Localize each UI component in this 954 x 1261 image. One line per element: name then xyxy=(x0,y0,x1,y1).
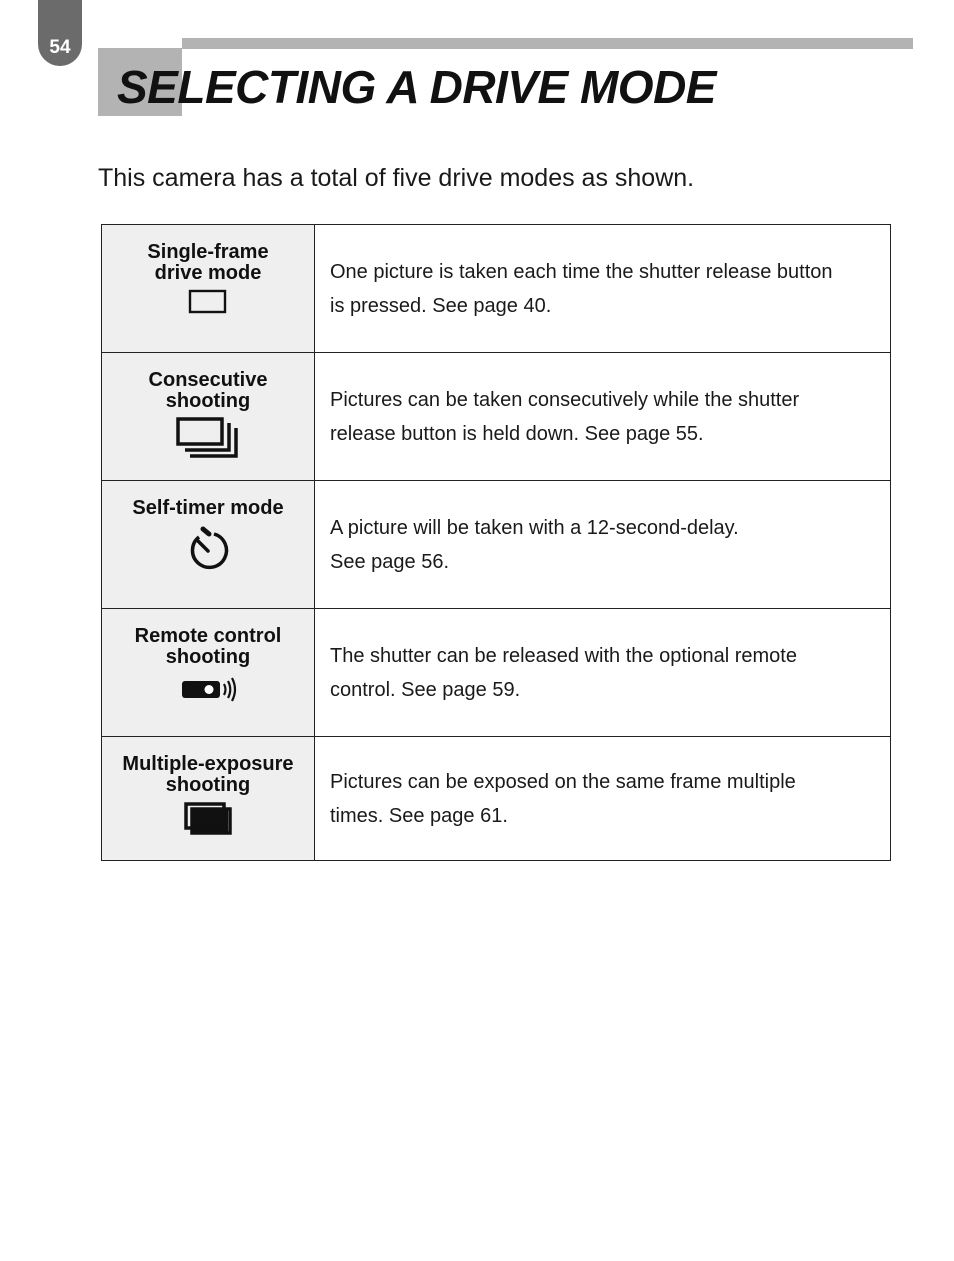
mode-description: A picture will be taken with a 12-second-delay. See page 56. xyxy=(330,516,739,573)
mode-cell xyxy=(102,609,315,737)
remote-control-icon xyxy=(176,672,240,706)
header-bar xyxy=(182,38,913,49)
mode-name: Consecutive shooting xyxy=(148,369,268,412)
description-cell xyxy=(315,353,891,481)
mode-description: Pictures can be exposed on the same frame multiple times. See page 61. xyxy=(330,770,796,827)
description-cell xyxy=(315,609,891,737)
mode-name: Single-frame drive mode xyxy=(147,241,269,284)
mode-cell xyxy=(102,225,315,353)
page-title: SELECTING A DRIVE MODE xyxy=(117,61,716,113)
description-cell xyxy=(315,225,891,353)
drive-mode-table xyxy=(101,224,891,861)
consecutive-shooting-icon xyxy=(173,416,243,464)
table-row xyxy=(102,737,891,861)
mode-cell xyxy=(102,353,315,481)
intro-text: This camera has a total of five drive modes as shown. xyxy=(98,164,695,192)
table-row xyxy=(102,225,891,353)
table-row xyxy=(102,353,891,481)
table-row xyxy=(102,609,891,737)
single-frame-icon xyxy=(188,288,228,316)
mode-description: Pictures can be taken consecutively while the shutter release button is held down. See page 55. xyxy=(330,388,800,445)
multiple-exposure-icon xyxy=(180,800,236,840)
mode-name: Multiple-exposure shooting xyxy=(122,753,294,796)
description-cell xyxy=(315,737,891,861)
mode-description: One picture is taken each time the shutter release button is pressed. See page 40. xyxy=(330,260,833,317)
self-timer-icon xyxy=(183,523,233,573)
page-number-tab xyxy=(38,0,82,66)
description-cell xyxy=(315,481,891,609)
page-number: 54 xyxy=(49,37,71,58)
mode-name: Remote control shooting xyxy=(134,625,282,668)
mode-name: Self-timer mode xyxy=(132,497,284,519)
table-row xyxy=(102,481,891,609)
mode-description: The shutter can be released with the optional remote control. See page 59. xyxy=(330,644,797,701)
mode-cell xyxy=(102,737,315,861)
mode-cell xyxy=(102,481,315,609)
